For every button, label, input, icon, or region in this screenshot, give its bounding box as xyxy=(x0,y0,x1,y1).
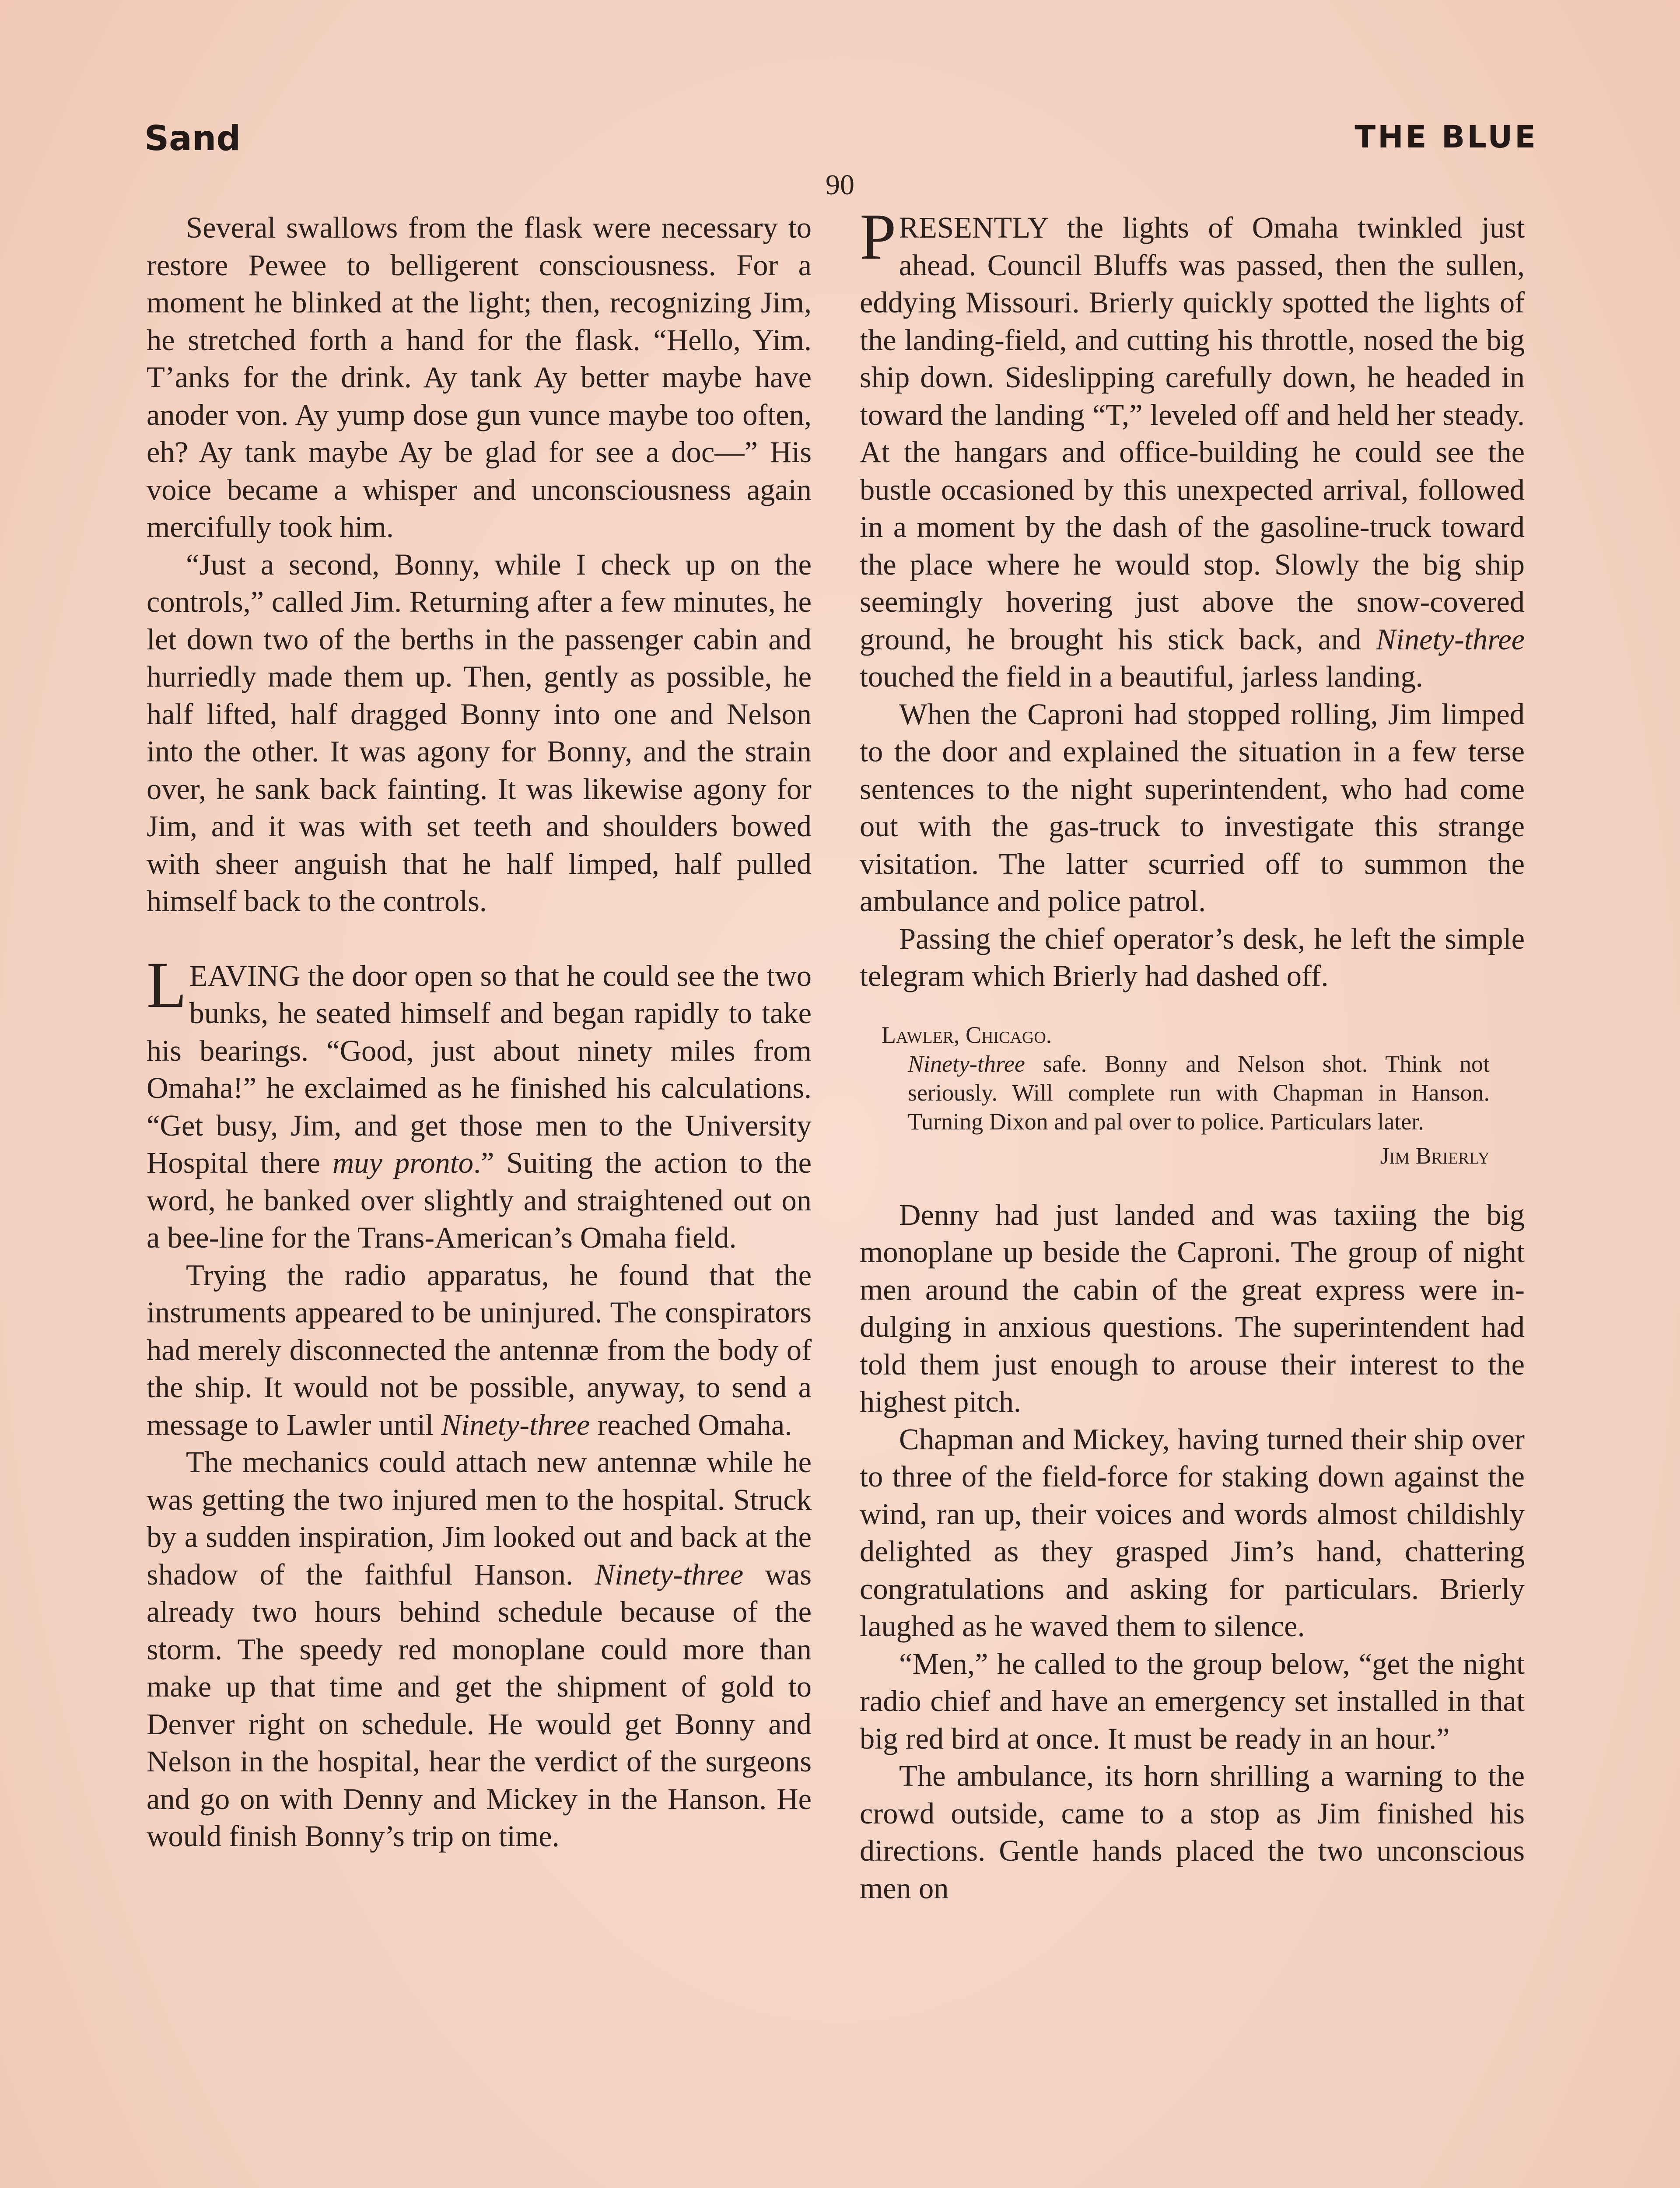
page-number: 90 xyxy=(826,169,854,201)
paragraph: “Just a second, Bonny, while I check up on the controls,” called Jim. Returning after a few minutes, he let down two of the berths in the passenger cabin and hurriedly made them up. Then, gently as possible, he half lifted, half dragged Bonny into one and Nelson into the other. It was agony for Bonny, and the strain over, he sank back fainting. It was likewise agony for Jim, and it was with set teeth and shoulders bowed with sheer anguish that he half limped, half pulled himself back to the controls. xyxy=(147,547,812,918)
left-column xyxy=(147,209,812,1855)
running-header-left: Sand xyxy=(144,119,241,158)
telegram-block xyxy=(860,1020,1525,1170)
paragraph: Denny had just landed and was taxiing the big monoplane up beside the Caproni. The group of night men around the cabin of the great express were indulging in anxious questions. The superintendent had told them just enough to arouse their interest to the highest pitch. xyxy=(860,1198,1525,1418)
italic-ship-name: Ninety-three xyxy=(908,1050,1025,1077)
section-paragraph: LEAVING the door open so that he could see the two bunks, he seated himself and began rapidly to take his bearings. “Good, just about ninety miles from Omaha!” he exclaimed as he finished his calculations. “Get busy, Jim, and get those men to the University Hospital there muy pronto.” Suiting the action to the word, he banked over slightly and straightened out on a bee-line for the Trans-American’s Omaha field. xyxy=(147,948,812,1254)
right-column xyxy=(860,200,1525,1907)
paragraph: Passing the chief operator’s desk, he left the simple telegram which Brierly had dashed off. xyxy=(860,922,1525,992)
italic-ship-name: Ninety-three xyxy=(441,1408,590,1441)
paragraph: Trying the radio apparatus, he found that the instruments appeared to be uninjured. The conspirators had merely disconnected the antennæ from the body of the ship. It would not be possible, anyway, to send a message to Lawler until Ninety-three reached Omaha. xyxy=(147,1258,812,1441)
paragraph: The ambulance, its horn shrilling a warning to the crowd outside, came to a stop as Jim finished his directions. Gentle hands placed the two unconscious men on xyxy=(860,1759,1525,1905)
paragraph: Several swallows from the flask were necessary to restore Pewee to belligerent consciousness. For a moment he blinked at the light; then, recognizing Jim, he stretched forth a hand for the flask. “Hello, Yim. T’anks for the drink. Ay tank Ay better maybe have anoder von. Ay yump dose gun vunce maybe too often, eh? Ay tank maybe Ay be glad for see a doc—” His voice became a whisper and unconsciousness again mercifully took him. xyxy=(147,211,812,543)
telegram-address: Lawler, Chicago. xyxy=(882,1021,1052,1048)
telegram-body: Ninety-three safe. Bonny and Nelson shot. Think not seriously. Will complete run with Chapman in Hanson. Turning Dixon and pal over to police. Particulars later. xyxy=(908,1050,1490,1135)
paragraph: “Men,” he called to the group below, “get the night radio chief and have an emergency set installed in that big red bird at once. It must be ready in an hour.” xyxy=(860,1647,1525,1755)
running-header-right: THE BLUE xyxy=(1354,119,1538,155)
paragraph: When the Caproni had stopped rolling, Jim limped to the door and explained the situation in a few terse sentences to the night superintendent, who had come out with the gas-truck to investigate this strange visitation. The latter scurried off to summon the ambulance and police patrol. xyxy=(860,697,1525,918)
section-paragraph: PRESENTLY the lights of Omaha twinkled just ahead. Council Bluffs was passed, then the sullen, eddying Missouri. Brierly quickly spotted the lights of the landing-field, and cutting his throttle, nosed the big ship down. Sideslipping carefully down, he headed in toward the landing “T,” leveled off and held her steady. At the hangars and office-building he could see the bustle occasioned by this unexpected arrival, followed in a moment by the dash of the gasoline-truck toward the place where he would stop. Slowly the big ship seemingly hovering just above the snow-covered ground, he brought his stick back, and Ninety-three touched the field in a beautiful, jarless landing. xyxy=(860,200,1525,693)
paragraph: The mechanics could attach new antennæ while he was getting the two injured men to the hospital. Struck by a sudden inspiration, Jim looked out and back at the shadow of the faithful Hanson. Ninety-three was already two hours behind schedule because of the storm. The speedy red monoplane could more than make up that time and get the shipment of gold to Denver right on schedule. He would get Bonny and Nelson in the hospital, hear the verdict of the surgeons and go on with Denny and Mickey in the Hanson. He would finish Bonny’s trip on time. xyxy=(147,1445,812,1853)
italic-ship-name: Ninety-three xyxy=(1376,622,1525,656)
telegram-signature: Jim Brierly xyxy=(1380,1142,1490,1169)
drop-cap: L xyxy=(147,948,187,1021)
italic-ship-name: Ninety-three xyxy=(595,1557,744,1591)
paragraph: Chapman and Mickey, having turned their ship over to three of the field-force for staking down against the wind, ran up, their voices and words almost childishly delighted as they grasped Jim’s hand, chattering congratulations and asking for particulars. Brierly laughed as he waved them to silence. xyxy=(860,1422,1525,1643)
italic-phrase: muy pronto xyxy=(332,1146,473,1179)
drop-cap: P xyxy=(860,200,896,273)
